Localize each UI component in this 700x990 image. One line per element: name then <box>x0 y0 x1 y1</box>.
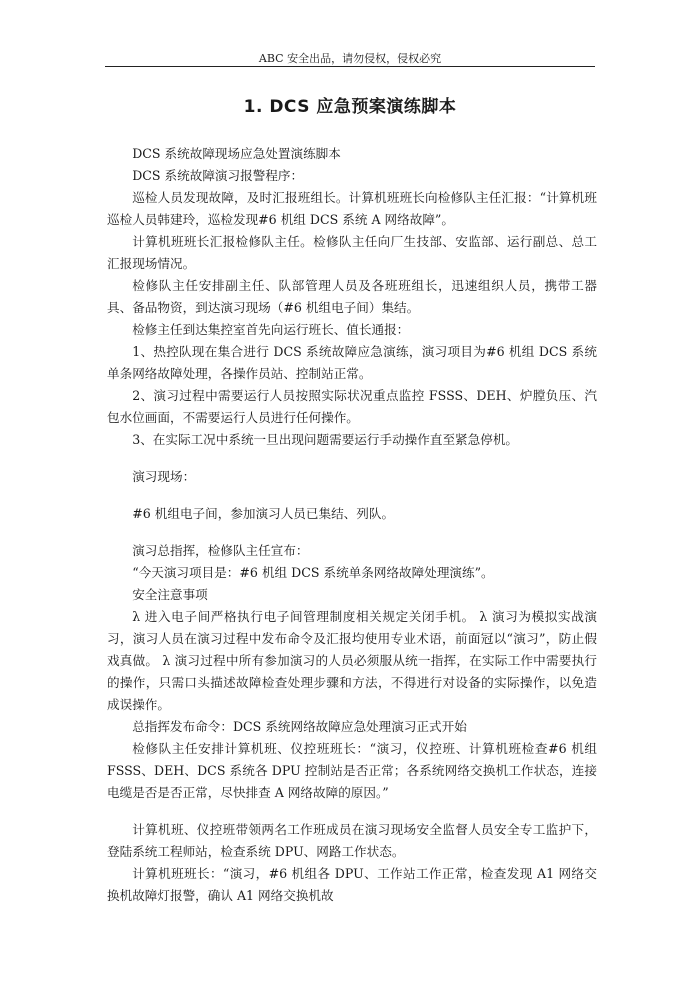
paragraph: 2、演习过程中需要运行人员按照实际状况重点监控 FSSS、DEH、炉膛负压、汽包水位画面，不需要运行人员进行任何操作。 <box>107 388 597 425</box>
paragraph: λ 进入电子间严格执行电子间管理制度相关规定关闭手机。 λ 演习为模拟实战演习，演习人员在演习过程中发布命令及汇报均使用专业术语，前面冠以“演习”，防止假戏真做。 λ 演习过程中所有参加演习的人员必须服从统一指挥，在实际工作中需要执行的操作，只需口头描述故障检查处理步骤和方法，不得进行对设备的实际操作，以免造成误操作。 <box>107 609 597 712</box>
paragraph: 检修队主任安排副主任、队部管理人员及各班班组长，迅速组织人员，携带工器具、备品物资，到达演习现场（#6 机组电子间）集结。 <box>107 278 597 315</box>
blank-line <box>107 451 597 466</box>
paragraph: 巡检人员发现故障，及时汇报班组长。计算机班班长向检修队主任汇报：“计算机班巡检人员韩建玲，巡检发现#6 机组 DCS 系统 A 网络故障”。 <box>107 190 597 227</box>
blank-line <box>107 525 597 540</box>
paragraph: 检修队主任安排计算机班、仪控班班长：“演习，仪控班、计算机班检查#6 机组 FSSS、DEH、DCS 系统各 DPU 控制站是否正常；各系统网络交换机工作状态，连接电缆是否是否正常，尽快排查 A 网络故障的原因。” <box>107 741 597 800</box>
paragraph: 总指挥发布命令：DCS 系统网络故障应急处理演习正式开始 <box>132 719 467 734</box>
paragraph: 安全注意事项 <box>132 587 208 602</box>
paragraph: 计算机班班长汇报检修队主任。检修队主任向厂生技部、安监部、运行副总、总工汇报现场情况。 <box>107 234 597 271</box>
paragraph: 演习现场： <box>132 469 196 484</box>
header-copyright-note: ABC 安全出品，请勿侵权，侵权必究 <box>258 52 442 65</box>
paragraph: 检修主任到达集控室首先向运行班长、值长通报： <box>132 322 410 337</box>
paragraph: 计算机班、仪控班带领两名工作班成员在演习现场安全监督人员安全专工监护下，登陆系统工程师站，检查系统 DPU、网路工作状态。 <box>107 822 597 859</box>
header-divider <box>105 66 595 67</box>
document-title: 1. DCS 应急预案演练脚本 <box>243 97 457 117</box>
paragraph: #6 机组电子间，参加演习人员已集结、列队。 <box>132 506 395 521</box>
paragraph: 计算机班班长：“演习，#6 机组各 DPU、工作站工作正常，检查发现 A1 网络交换机故障灯报警，确认 A1 网络交换机故 <box>107 866 597 903</box>
blank-line <box>107 488 597 503</box>
paragraph: DCS 系统故障现场应急处置演练脚本 <box>132 146 341 161</box>
paragraph: 演习总指挥，检修队主任宣布： <box>132 543 309 558</box>
paragraph: 3、在实际工况中系统一旦出现问题需要运行手动操作直至紧急停机。 <box>132 432 519 447</box>
paragraph: DCS 系统故障演习报警程序： <box>132 168 304 183</box>
paragraph: “今天演习项目是：#6 机组 DCS 系统单条网络故障处理演练”。 <box>132 565 494 580</box>
blank-line <box>107 804 597 819</box>
paragraph: 1、热控队现在集合进行 DCS 系统故障应急演练，演习项目为#6 机组 DCS 系统单条网络故障处理，各操作员站、控制站正常。 <box>107 344 597 381</box>
document-body <box>107 143 597 907</box>
